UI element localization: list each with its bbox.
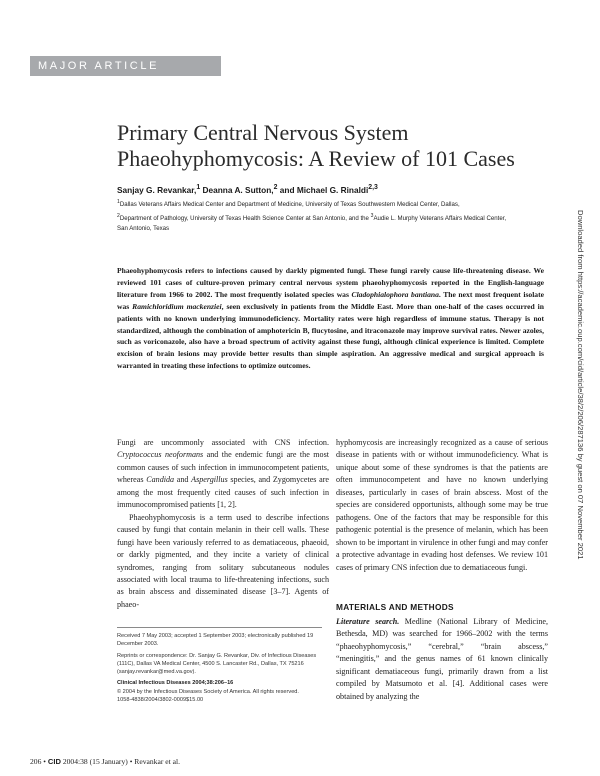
- author-sutton: Deanna A. Sutton,: [200, 184, 274, 195]
- methods-paragraph: [336, 616, 548, 703]
- species-name: Cladophialophora bantiana: [351, 289, 439, 299]
- author-sup: 1: [196, 184, 201, 191]
- text-run: and: [174, 475, 192, 485]
- page-number: 206: [30, 757, 42, 766]
- issue-info: 2004:38 (15 January): [60, 757, 130, 766]
- author-sup: 2,3: [368, 184, 378, 191]
- aff-sup: 3: [370, 212, 374, 219]
- author-sup: 2: [273, 184, 278, 191]
- reprints-note: Reprints or correspondence: Dr. Sanjay G. Revankar, Div. of Infectious Diseases (111C), Dallas VA Medical Center, 4500 S. Lancaster Rd., Dallas, TX 75216 (sanjay.revankar@med.va.gov).: [117, 652, 317, 676]
- subsection-lead: Literature search.: [336, 617, 400, 626]
- affiliation-line: [117, 224, 562, 235]
- running-authors: Revankar et al.: [132, 757, 181, 766]
- received-note: Received 7 May 2003; accepted 1 September 2003; electronically published 19 December 2003.: [117, 633, 314, 648]
- species-name: Cryptococcus neoformans: [117, 450, 204, 460]
- text-run: and the endemic fungi are the most common causes of such infection in immunocompetent patients, whereas: [117, 450, 329, 485]
- species-name: Ramichloridium mackenziei: [132, 301, 222, 311]
- article-title: [117, 120, 537, 172]
- section-heading: MATERIALS AND METHODS: [336, 602, 454, 612]
- paragraph: Phaeohyphomycosis is a term used to describe infections caused by fungi that contain melanin in their cell walls. These fungi have been variously referred to as dematiaceous, phaeoid, or darkly pigmented, and they incite a variety of clinical syndromes, ranging from solitary subcutaneous nodules associated with local trauma to life-threatening infections, such as brain abscess and disseminated disease [3–7]. Agents of phaeo-: [117, 512, 329, 609]
- citation-line: Clinical Infectious Diseases 2004;38:206–16: [117, 680, 234, 687]
- text-run: species, and Zygomycetes are among the most frequently cited causes of such infection in immunocompromised patients [1, 2].: [117, 475, 329, 510]
- aff-sup: 1: [117, 199, 120, 205]
- aff-sup: 2: [117, 212, 120, 219]
- footnotes: [117, 632, 329, 704]
- text-run: Fungi are uncommonly associated with CNS infection.: [117, 438, 329, 447]
- species-name: Aspergillus: [191, 475, 228, 485]
- affiliation-line: [117, 197, 562, 211]
- abstract: [117, 265, 544, 372]
- article-type-banner: MAJOR ARTICLE: [30, 56, 221, 76]
- paragraph: [117, 437, 329, 512]
- journal-abbrev: CID: [47, 757, 61, 766]
- title-line-1: Primary Central Nervous System: [117, 120, 409, 145]
- methods-text: Medline (National Library of Medicine, Bethesda, MD) was searched for 1966–2002 with the terms “phaeohyphomycosis,” “cerebral,” “brain abscess,” “meningitis,” and the genus names of 61 known clinically significant dematiaceous fungi, primarily drawn from a list compiled by Matsumoto et al. [4]. Additional cases were obtained by analyzing the: [336, 617, 548, 701]
- affiliations: [117, 197, 562, 235]
- body-column-right: [336, 437, 548, 574]
- paragraph: hyphomycosis are increasingly recognized as a cause of serious disease in patients with or without immunodeficiency. What is unique about some of these syndromes is that the patients are often immunocompetent and have no known underlying diseases, particularly in cases of brain abscess. Most of the species are considered opportunists, although some may be true pathogens. One of the factors that may be responsible for this pathogenic potential is the presence of melanin, which has been shown to be important in virulence in other fungi and may confer a protective advantage in evading host defenses. We review 101 cases of primary CNS infection due to dematiaceous fungi.: [336, 438, 548, 572]
- abstract-text: Phaeohyphomycosis refers to infections caused by darkly pigmented fungi. These fungi rarely cause life-threatening disease. We reviewed 101 cases of culture-proven primary central nervous system phaeohyphomycosis reported in the English-language literature from 1966 to 2002. The most frequently isolated species was: [117, 266, 544, 299]
- aff-text: Audie L. Murphy Veterans Affairs Medical Center,: [373, 214, 507, 222]
- author-list: [117, 184, 557, 195]
- aff-text: Dallas Veterans Affairs Medical Center and Department of Medicine, University of Texas Southwestern Medical Center, Dallas,: [119, 201, 460, 209]
- footnote-divider: [117, 627, 322, 628]
- title-line-2: Phaeohyphomycosis: A Review of 101 Cases: [117, 146, 515, 171]
- affiliation-line: [117, 211, 562, 225]
- body-column-left: [117, 437, 329, 611]
- author-revankar: Sanjay G. Revankar,: [117, 184, 197, 195]
- page-footer: 206 • CID 2004:38 (15 January) • Revankar et al.: [30, 757, 181, 766]
- abstract-text: , seen exclusively in patients from the Middle East. More than one-half of the cases occurred in patients with no known underlying immunodeficiency. Mortality rates were high regardless of immune status. Therapy is not standardized, although the combination of amphotericin B, flucytosine, and itraconazole may improve survival rates. Newer azoles, such as voriconazole, also have a broad spectrum of activity against these fungi, although clinical experience is limited. Complete excision of brain lesions may provide better results than simple aspiration. An aggressive medical and surgical approach is warranted in treating these infections to optimize outcomes.: [117, 301, 544, 371]
- author-rinaldi: and Michael G. Rinaldi: [277, 184, 369, 195]
- aff-text: San Antonio, Texas: [117, 225, 170, 233]
- species-name: Candida: [146, 475, 175, 485]
- download-note: Downloaded from https://academic.oup.com/cid/article/38/2/206/287136 by guest on 07 November 2021: [576, 210, 585, 560]
- issn-line: 1058-4838/2004/3802-0009$15.00: [117, 697, 204, 704]
- aff-text: Department of Pathology, University of Texas Health Science Center at San Antonio, and the: [119, 214, 371, 222]
- copyright-line: © 2004 by the Infectious Diseases Society of America. All rights reserved.: [117, 688, 299, 695]
- download-watermark: [573, 210, 587, 650]
- abstract-text: . The next most frequent isolate was: [117, 289, 544, 311]
